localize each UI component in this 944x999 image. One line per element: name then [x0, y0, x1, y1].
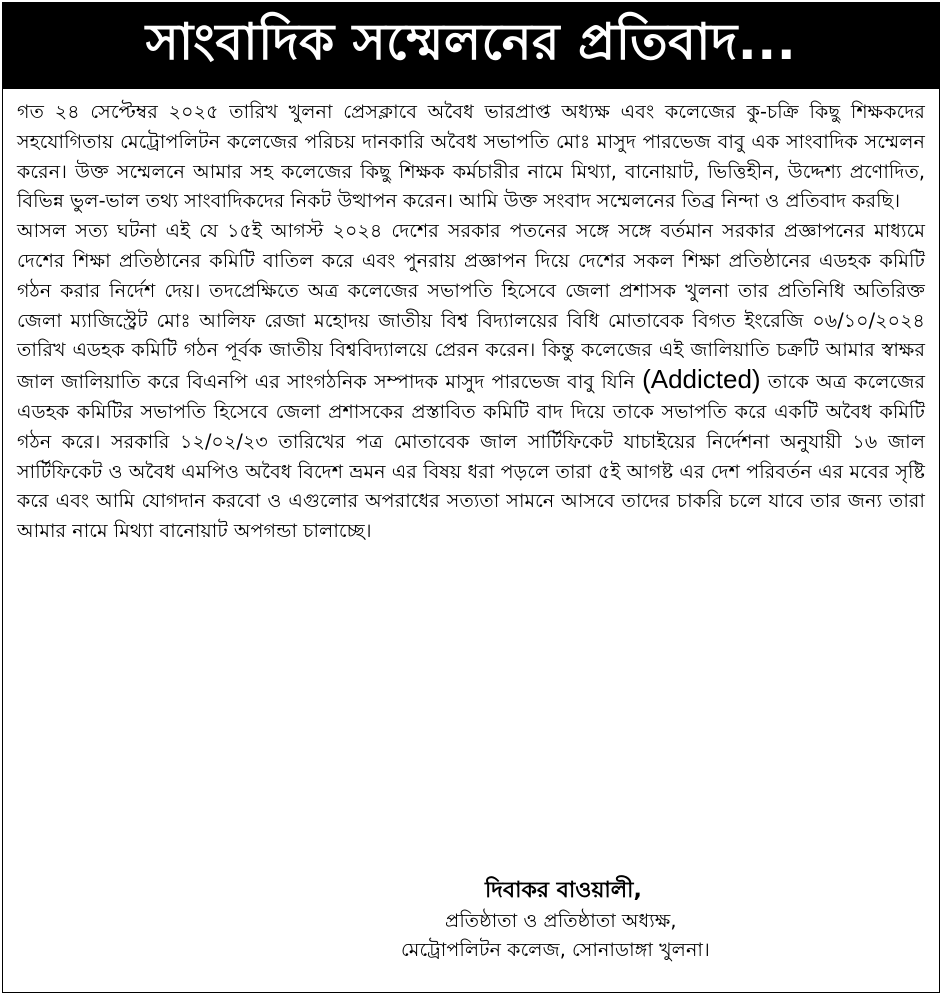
paragraph-1: গত ২৪ সেপ্টেম্বর ২০২৫ তারিখ খুলনা প্রেসক্লাবে অবৈধ ভারপ্রাপ্ত অধ্যক্ষ এবং কলেজের কু-চক্রি কিছু শিক্ষকদের সহযোগিতায় মেট্রোপলিটন কলেজের পরিচয় দানকারি অবৈধ সভাপতি মোঃ মাসুদ পারভেজ বাবু এক সাংবাদিক সম্মেলন করেন। উক্ত সম্মেলনে আমার সহ কলেজের কিছু শিক্ষক কর্মচারীর নামে মিথ্যা, বানোয়াট, ভিত্তিহীন, উদ্দেশ্য প্রণোদিত, বিভিন্ন ভুল-ভাল তথ্য সাংবাদিকদের নিকট উত্থাপন করেন। আমি উক্ত সংবাদ সম্মেলনের তিব্র নিন্দা ও প্রতিবাদ করছি। [17, 100, 925, 213]
signatory-name: দিবাকর বাওয়ালী, [485, 878, 642, 903]
notice-body [3, 89, 939, 546]
signatory-organization: মেট্রোপলিটন কলেজ, সোনাডাঙ্গা খুলনা। [401, 938, 710, 962]
headline-bar [3, 3, 939, 89]
headline: সাংবাদিক সম্মেলনের প্রতিবাদ... [145, 12, 797, 71]
paragraph-2 [17, 216, 925, 546]
notice-frame [2, 2, 940, 993]
paragraph-2-after: তাকে অত্র কলেজের এডহক কমিটির সভাপতি হিসেবে জেলা প্রশাসকের প্রস্তাবিত কমিটি বাদ দিয়ে তাকে সভাপতি করে একটি অবৈধ কমিটি গঠন করে। সরকারি ১২/০২/২৩ তারিখের পত্র মোতাবেক জাল সার্টিফিকেট যাচাইয়ের নির্দেশনা অনুযায়ী ১৬ জাল সার্টিফিকেট ও অবৈধ এমপিও অবৈধ বিদেশ ভ্রমন এর বিষয় ধরা পড়লে তারা ৫ই আগষ্ট এর দেশ পরিবর্তন এর মবের সৃষ্টি করে এবং আমি যোগদান করবো ও এগুলোর অপরাধের সত্যতা সামনে আসবে তাদের চাকরি চলে যাবে তার জন্য তারা আমার নামে মিথ্যা বানোয়াট অপগন্ডা চালাচ্ছে। [17, 370, 926, 543]
signature-block [367, 876, 927, 965]
signatory-title: প্রতিষ্ঠাতা ও প্রতিষ্ঠাতা অধ্যক্ষ, [445, 908, 677, 932]
paragraph-2-before: আসল সত্য ঘটনা এই যে ১৫ই আগস্ট ২০২৪ দেশের সরকার পতনের সঙ্গে সঙ্গে বর্তমান সরকার প্রজ্ঞাপনের মাধ্যমে দেশের শিক্ষা প্রতিষ্ঠানের কমিটি বাতিল করে এবং পুনরায় প্রজ্ঞাপন দিয়ে দেশের সকল শিক্ষা প্রতিষ্ঠানের এডহক কমিটি গঠন করার নির্দেশ দেয়। তদপ্রেক্ষিতে অত্র কলেজের সভাপতি হিসেবে জেলা প্রশাসক খুলনা তার প্রতিনিধি অতিরিক্ত জেলা ম্যাজিস্ট্রেট মোঃ আলিফ রেজা মহোদয় জাতীয় বিশ্ব বিদ্যালয়ের বিধি মোতাবেক বিগত ইংরেজি ০৬/১০/২০২৪ তারিখ এডহক কমিটি গঠন পূর্বক জাতীয় বিশ্ববিদ্যালয়ে প্রেরন করেন। কিন্তু কলেজের এই জালিয়াতি চক্রটি আমার স্বাক্ষর জাল জালিয়াতি করে বিএনপি এর সাংগঠনিক সম্পাদক মাসুদ পারভেজ বাবু যিনি [17, 219, 925, 394]
paragraph-2-english-word: (Addicted) [642, 364, 761, 395]
